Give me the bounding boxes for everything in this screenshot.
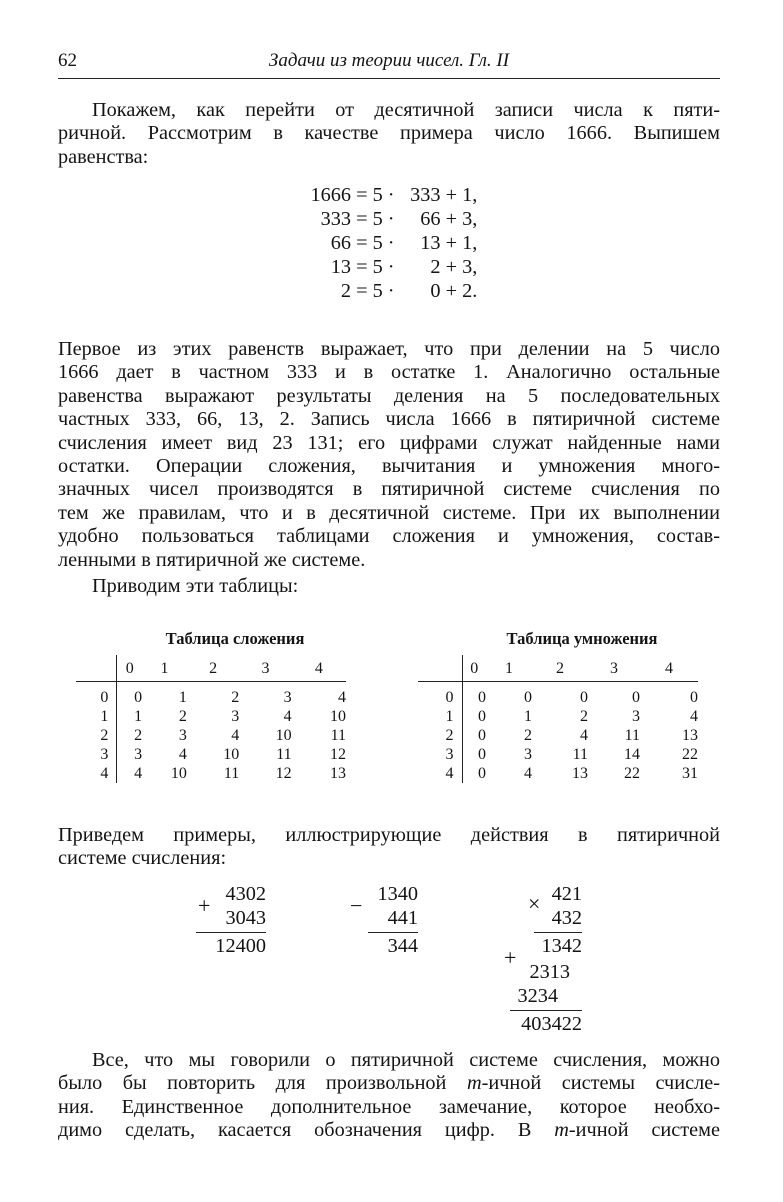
text-line: 1666 дает в частном 333 и в остатке 1. Аналогично остальные (58, 361, 720, 384)
table-row: 3 3 4 10 11 12 (76, 745, 346, 764)
multiplication-table-title: Таблица умножения (506, 629, 658, 648)
text-line: удобно пользоваться таблицами сложения и умножения, состав- (58, 525, 720, 548)
table-row: 4 4 10 11 12 13 (76, 764, 346, 783)
addition-table (76, 655, 346, 783)
addition-table-title: Таблица сложения (165, 629, 305, 648)
table-row: 2 2 3 4 10 11 (76, 726, 346, 745)
times-sign: × (528, 891, 541, 916)
text-line: равенства: (58, 145, 149, 168)
text-line: частных 333, 66, 13, 2. Запись числа 1666 в пятиричной системе (58, 408, 720, 431)
examples-intro (58, 824, 720, 871)
equation-block (287, 183, 477, 303)
table-row: 2 0 2 4 11 13 (418, 726, 698, 745)
text-line: системе счисления: (58, 847, 227, 870)
table-row: 1 0 1 2 3 4 (418, 707, 698, 726)
subtraction-example: − 1340 441 344 (350, 883, 418, 957)
page-header (58, 50, 720, 79)
difference-rule (368, 932, 418, 933)
text-line: ричной. Рассмотрим в качестве примера число 1666. Выпишем (58, 122, 720, 145)
text-line: Приведем примеры, иллюстрирующие действия в пятиричной (58, 824, 720, 846)
equation-row: 333 = 5 · 66 + 3, (320, 208, 478, 230)
equation-row: 13 = 5 · 2 + 3, (330, 256, 478, 278)
equation-row: 2 = 5 · 0 + 2. (340, 280, 478, 302)
table-header-row: 0 1 2 3 4 (418, 655, 698, 682)
minus-sign: − (350, 893, 363, 918)
tables-intro: Приводим эти таблицы: (92, 575, 299, 597)
text-line: Первое из этих равенств выражает, что при делении на 5 число (58, 338, 720, 360)
text-line: димо сделать, касается обозначения цифр. В m-ичной системе (58, 1119, 720, 1142)
text-line: ния. Единственное дополнительное замечание, которое необхо- (58, 1095, 720, 1118)
equation-row: 66 = 5 · 13 + 1, (330, 232, 478, 254)
table-row: 0 0 1 2 3 4 (76, 682, 346, 708)
product-rule (534, 932, 582, 933)
text-line: было бы повторить для произвольной m-ичной системы счисле- (58, 1072, 720, 1095)
intro-paragraph (58, 99, 720, 169)
addition-example: + 4302 3043 12400 (198, 883, 266, 957)
text-line: счисления имеет вид 23 131; его цифрами служат найденные нами (58, 431, 720, 454)
closing-paragraph (58, 1049, 720, 1143)
text-line: равенства выражают результаты деления на 5 последовательных (58, 384, 720, 407)
table-row: 4 0 4 13 22 31 (418, 764, 698, 783)
table-row: 0 0 0 0 0 0 (418, 682, 698, 708)
plus-sign: + (504, 945, 517, 970)
table-row: 1 1 2 3 4 10 (76, 707, 346, 726)
text-line: ленными в пятиричной же системе. (58, 548, 366, 571)
multiplication-example: × 421 432 1342 + 2313 3234 403422 (504, 883, 582, 1035)
text-line: значных чисел производятся в пятиричной системе счисления по (58, 478, 720, 501)
running-title: Задачи из теории чисел. Гл. II (268, 50, 510, 71)
result-rule (510, 1010, 582, 1011)
text-line: Покажем, как перейти от десятичной записи числа к пяти- (92, 99, 720, 121)
sum-rule (196, 932, 266, 933)
plus-sign: + (198, 893, 211, 918)
table-header-row: 0 1 2 3 4 (76, 655, 346, 682)
equation-row: 1666 = 5 · 333 + 1, (310, 184, 478, 206)
explanation-paragraph (58, 338, 720, 572)
page-number: 62 (58, 50, 77, 71)
text-line: остатки. Операции сложения, вычитания и умножения много- (58, 455, 720, 478)
multiplication-table (418, 655, 698, 783)
text-line: Все, что мы говорили о пятиричной системе счисления, можно (92, 1049, 720, 1071)
table-row: 3 0 3 11 14 22 (418, 745, 698, 764)
text-line: тем же правилам, что и в десятичной системе. При их выполнении (58, 501, 720, 524)
